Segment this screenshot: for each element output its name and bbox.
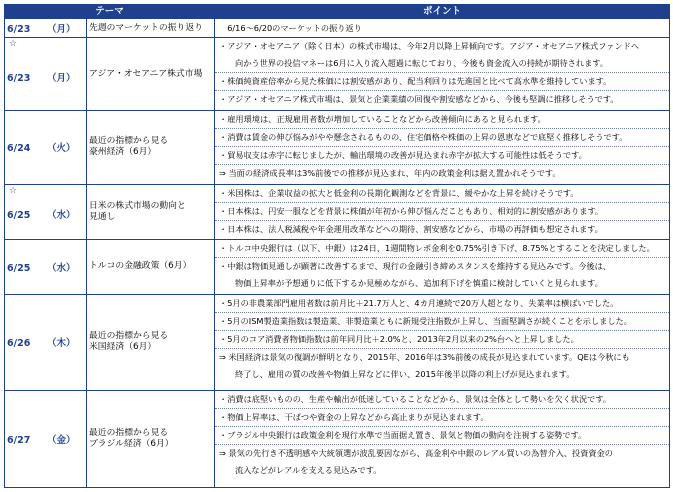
date-text: 6/23 [7,24,31,36]
theme-text: 日米の株式市場の動向と [89,200,186,211]
theme-cell [87,390,215,487]
schedule-body [5,19,670,488]
date-cell [5,184,87,239]
point-cell [215,184,670,239]
point-line: ⇒ 米国経済は景気の復調が鮮明となり、2015年、2016年は3%前後の成長が見込まれています。QEは今秋にも [219,351,630,362]
theme-cell [87,184,215,239]
schedule-row [5,294,670,390]
theme-text: 最近の指標から見る [89,427,169,438]
star-icon: ☆ [9,39,18,50]
theme-text: ブラジル経済（6月） [89,438,174,449]
point-cell [215,239,670,294]
date-cell [5,110,87,184]
point-cell [215,38,670,111]
schedule-row [5,19,670,38]
point-line: ・米国株は、企業収益の拡大と低金利の長期化観測などを背景に、緩やかな上昇を続けそうです。 [215,185,669,203]
theme-cell [87,294,215,390]
point-line: ・中銀は物価見通しが顕著に改善するまで、現行の金融引き締めスタンスを維持する見込みです。今後は、 [219,260,611,271]
date-cell [5,38,87,111]
weekday-text: （月） [47,24,76,36]
schedule-row [5,390,670,487]
header-row [5,5,670,19]
point-cell [215,390,670,487]
point-line: ・ブラジル中央銀行は政策金利を現行水準で当面据え置き、景気と物価の動向を注視する姿勢です。 [215,427,669,445]
point-line: ・消費は賃金の伸び悩みがやや懸念されるものの、住宅価格や株価の上昇の恩恵などで底堅く推移しそうです。 [215,129,669,147]
point-line: 物価上昇率が予想通りに低下するか見極めながら、追加利下げを慎重に検討していくと見られます。 [235,277,603,288]
theme-text: 最近の指標から見る [89,136,169,147]
point-line: ・株価純資産倍率から見た株価には割安感があり、配当利回りは先進国と比べて高水準を維持しています。 [215,73,669,91]
date-text: 6/25 [7,262,31,274]
date-cell [5,294,87,390]
point-line: 流入などがレアルを支える見込みです。 [235,464,382,475]
theme-cell [87,110,215,184]
schedule-row [5,110,670,184]
theme-text: トルコの金融政策（6月） [89,261,192,272]
theme-cell [87,239,215,294]
point-line: ・雇用環境は、正規雇用者数が増加していることなどから改善傾向にあると見られます。 [215,111,669,129]
point-line: 終了し、雇用の質の改善や物価上昇などに伴い、2015年後半以降の利上げが見込まれます。 [235,368,575,379]
date-text: 6/25 [7,210,31,222]
weekday-text: （水） [47,210,76,222]
date-text: 6/23 [7,72,31,84]
point-line: ・物価上昇率は、干ばつや資金の上昇などから高止まりが見込まれます。 [215,409,669,427]
theme-text: 先週のマーケットの振り返り [89,22,203,33]
point-line: ・日本株は、法人税減税や年金運用改革などへの期待、割安感などから、市場の再評価も想定されます。 [219,223,603,234]
theme-text: 見通し [89,211,116,222]
point-line: 向かう世界の投信マネーは6月に入り流入超過に転じており、今後も資金流入の持続が期待されます。 [215,55,669,73]
theme-cell [87,19,215,38]
point-line: ・消費は底堅いものの、生産や輸出が低迷していることなどから、景気は全体として勢いを欠く状況です。 [215,391,669,409]
point-cell [215,294,670,390]
date-text: 6/24 [7,143,31,155]
point-line: ・5月の非農業部門雇用者数は前月比＋21.7万人と、4カ月連続で20万人超となり、失業率は横ばいでした。 [215,295,669,313]
point-line: ・5月のコア消費者物価指数は前年同月比＋2.0%と、2013年2月以来の2%台へと上昇しました。 [215,331,669,349]
header-point: ポイント [215,5,670,19]
date-text: 6/27 [7,434,31,446]
date-cell [5,19,87,38]
point-cell [215,19,670,38]
weekday-text: （水） [47,262,76,274]
point-line: 6/16～6/20のマーケットの振り返り [219,23,362,33]
theme-text: 最近の指標から見る [89,331,169,342]
point-line: ・アジア・オセアニア株式市場は、景気と企業業績の回復や割安感などから、今後も堅調に推移しそうです。 [219,94,619,105]
schedule-row [5,239,670,294]
point-line: ・アジア・オセアニア（除く日本）の株式市場は、今年2月以降上昇傾向です。アジア・オセアニア株式ファンドへ [219,41,640,52]
date-cell [5,390,87,487]
point-line: ・トルコ中央銀行は（以下、中銀）は24日、1週間物レポ金利を0.75%引き下げ、8.75%とすることを決定しました。 [215,240,669,258]
theme-text: 米国経済（6月） [89,342,157,353]
date-text: 6/26 [7,338,31,350]
point-cell [215,110,670,184]
point-line: ⇒ 景気の先行き不透明感や大統領選が波乱要因ながら、高金利や中銀のレアル買いの為替介入、投資資金の [219,447,613,458]
point-line: ・5月のISM製造業指数は製造業、非製造業ともに新規受注指数が上昇し、当面堅調さが続くことを示しました。 [215,313,669,331]
theme-text: アジア・オセアニア株式市場 [89,68,203,79]
point-line: ・日本株は、円安一服などを背景に株価が年初から伸び悩んだこともあり、相対的に割安感があります。 [215,203,669,221]
date-cell [5,239,87,294]
weekday-text: （木） [47,338,76,350]
point-line: ・貿易収支は赤字に転じましたが、輸出環境の改善が見込まれ赤字が拡大する可能性は低そうです。 [215,147,669,165]
weekday-text: （火） [47,143,76,155]
schedule-row [5,38,670,111]
theme-text: 豪州経済（6月） [89,147,157,158]
schedule-row [5,184,670,239]
header-theme: テーマ [5,5,215,19]
point-line: ⇒ 当面の経済成長率は3%前後での推移が見込まれ、年内の政策金利は据え置かれそうです。 [219,167,561,178]
schedule-table [4,4,670,488]
weekday-text: （月） [47,72,76,84]
theme-cell [87,38,215,111]
star-icon: ☆ [9,185,18,196]
weekday-text: （金） [47,434,76,446]
